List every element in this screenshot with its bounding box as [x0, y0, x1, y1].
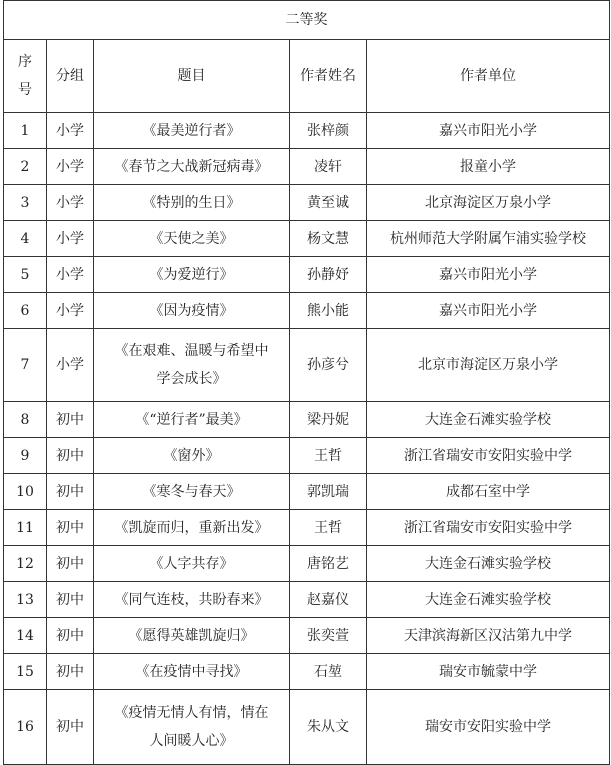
cell-num: 6 [4, 293, 47, 329]
cell-topic: 《天使之美》 [94, 221, 290, 257]
cell-topic: 《春节之大战新冠病毒》 [94, 149, 290, 185]
table-row [4, 221, 610, 257]
table-title: 二等奖 [4, 1, 610, 40]
cell-group: 初中 [47, 474, 94, 510]
cell-group: 初中 [47, 690, 94, 765]
cell-group: 初中 [47, 582, 94, 618]
cell-topic: 《凯旋而归，重新出发》 [94, 510, 290, 546]
cell-unit: 嘉兴市阳光小学 [367, 293, 610, 329]
cell-group: 初中 [47, 618, 94, 654]
table-row [4, 618, 610, 654]
cell-num: 3 [4, 185, 47, 221]
table-row [4, 654, 610, 690]
header-author: 作者姓名 [290, 40, 367, 113]
table-row [4, 510, 610, 546]
cell-num: 2 [4, 149, 47, 185]
cell-author: 张梓颜 [290, 113, 367, 149]
table-row [4, 546, 610, 582]
cell-topic: 《同气连枝，共盼春来》 [94, 582, 290, 618]
cell-unit: 成都石室中学 [367, 474, 610, 510]
cell-topic: 《最美逆行者》 [94, 113, 290, 149]
table-row [4, 293, 610, 329]
table-row [4, 257, 610, 293]
cell-unit: 北京市海淀区万泉小学 [367, 329, 610, 402]
table-row [4, 329, 610, 402]
cell-group: 小学 [47, 257, 94, 293]
cell-num: 10 [4, 474, 47, 510]
table-row [4, 582, 610, 618]
header-topic: 题目 [94, 40, 290, 113]
cell-author: 朱从文 [290, 690, 367, 765]
cell-group: 小学 [47, 329, 94, 402]
cell-author: 黄至诚 [290, 185, 367, 221]
cell-unit: 嘉兴市阳光小学 [367, 257, 610, 293]
cell-group: 初中 [47, 402, 94, 438]
cell-topic: 《“逆行者”最美》 [94, 402, 290, 438]
header-num: 序 号 [4, 40, 47, 113]
cell-author: 赵嘉仪 [290, 582, 367, 618]
cell-author: 王哲 [290, 510, 367, 546]
cell-unit: 大连金石滩实验学校 [367, 546, 610, 582]
cell-num: 14 [4, 618, 47, 654]
cell-group: 初中 [47, 510, 94, 546]
table-row [4, 185, 610, 221]
cell-group: 小学 [47, 293, 94, 329]
table-row [4, 690, 610, 765]
cell-num: 5 [4, 257, 47, 293]
cell-num: 9 [4, 438, 47, 474]
cell-unit: 浙江省瑞安市安阳实验中学 [367, 438, 610, 474]
cell-author: 孙彦兮 [290, 329, 367, 402]
cell-topic: 《愿得英雄凯旋归》 [94, 618, 290, 654]
cell-unit: 浙江省瑞安市安阳实验中学 [367, 510, 610, 546]
cell-author: 唐铭艺 [290, 546, 367, 582]
cell-group: 初中 [47, 654, 94, 690]
cell-unit: 报童小学 [367, 149, 610, 185]
table-row [4, 113, 610, 149]
cell-topic: 《为爱逆行》 [94, 257, 290, 293]
cell-num: 4 [4, 221, 47, 257]
cell-unit: 杭州师范大学附属乍浦实验学校 [367, 221, 610, 257]
cell-topic: 《疫情无情人有情，情在 人间暖人心》 [94, 690, 290, 765]
cell-unit: 嘉兴市阳光小学 [367, 113, 610, 149]
cell-topic: 《人字共存》 [94, 546, 290, 582]
cell-num: 7 [4, 329, 47, 402]
header-group: 分组 [47, 40, 94, 113]
cell-num: 1 [4, 113, 47, 149]
header-row [4, 40, 610, 113]
cell-author: 石堃 [290, 654, 367, 690]
table-row [4, 474, 610, 510]
cell-num: 8 [4, 402, 47, 438]
cell-num: 15 [4, 654, 47, 690]
cell-unit: 瑞安市毓蒙中学 [367, 654, 610, 690]
cell-topic: 《在艰难、温暖与希望中 学会成长》 [94, 329, 290, 402]
cell-group: 小学 [47, 221, 94, 257]
cell-author: 郭凯瑞 [290, 474, 367, 510]
table-row [4, 149, 610, 185]
cell-group: 小学 [47, 113, 94, 149]
cell-topic: 《在疫情中寻找》 [94, 654, 290, 690]
cell-author: 张奕萱 [290, 618, 367, 654]
cell-num: 11 [4, 510, 47, 546]
cell-num: 16 [4, 690, 47, 765]
cell-topic: 《因为疫情》 [94, 293, 290, 329]
header-unit: 作者单位 [367, 40, 610, 113]
cell-author: 熊小能 [290, 293, 367, 329]
cell-topic: 《特别的生日》 [94, 185, 290, 221]
cell-author: 凌轩 [290, 149, 367, 185]
cell-author: 王哲 [290, 438, 367, 474]
cell-num: 13 [4, 582, 47, 618]
cell-unit: 大连金石滩实验学校 [367, 402, 610, 438]
table-row [4, 438, 610, 474]
award-table [3, 0, 610, 765]
title-row [4, 1, 610, 40]
cell-unit: 瑞安市安阳实验中学 [367, 690, 610, 765]
cell-topic: 《寒冬与春天》 [94, 474, 290, 510]
cell-unit: 北京海淀区万泉小学 [367, 185, 610, 221]
cell-author: 杨文慧 [290, 221, 367, 257]
cell-unit: 天津滨海新区汉沽第九中学 [367, 618, 610, 654]
cell-group: 初中 [47, 546, 94, 582]
cell-unit: 大连金石滩实验学校 [367, 582, 610, 618]
cell-group: 初中 [47, 438, 94, 474]
cell-author: 梁丹妮 [290, 402, 367, 438]
cell-group: 小学 [47, 149, 94, 185]
cell-num: 12 [4, 546, 47, 582]
cell-topic: 《窗外》 [94, 438, 290, 474]
cell-author: 孙静妤 [290, 257, 367, 293]
table-row [4, 402, 610, 438]
cell-group: 小学 [47, 185, 94, 221]
